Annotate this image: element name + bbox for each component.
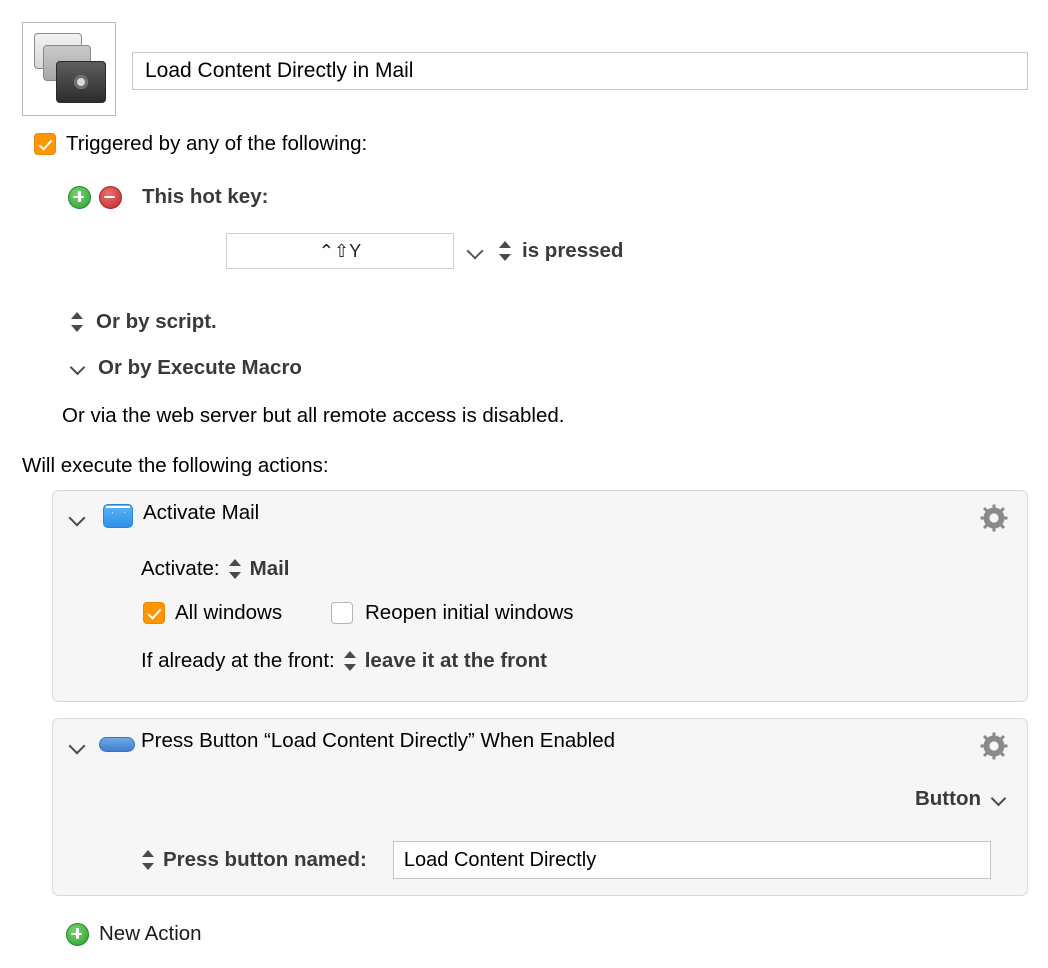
action-press-button[interactable]	[52, 718, 1028, 896]
or-by-script-row[interactable]	[70, 310, 217, 334]
or-by-execute-macro-label: Or by Execute Macro	[98, 356, 302, 379]
element-type-popup[interactable]	[915, 787, 1007, 811]
hot-key-condition-label: is pressed	[522, 239, 624, 262]
chevron-down-icon[interactable]	[70, 360, 86, 376]
activate-target-row	[141, 557, 290, 581]
button-pill-icon	[99, 737, 135, 752]
activate-target-value[interactable]: Mail	[249, 557, 290, 580]
macro-icon-window-front	[56, 61, 106, 103]
disclosure-triangle-icon[interactable]	[69, 737, 87, 755]
activate-label: Activate:	[141, 557, 220, 580]
actions-header-label: Will execute the following actions:	[22, 454, 329, 477]
press-button-name-input[interactable]	[393, 841, 991, 879]
new-action-row[interactable]	[66, 922, 202, 946]
script-stepper-icon[interactable]	[70, 311, 84, 333]
gear-icon[interactable]	[979, 503, 1009, 533]
all-windows-row[interactable]	[143, 601, 282, 625]
action-header	[53, 719, 1027, 773]
action-title: Press Button “Load Content Directly” When Enabled	[141, 729, 616, 752]
reopen-initial-windows-row[interactable]	[331, 601, 574, 625]
activate-target-stepper-icon[interactable]	[228, 558, 242, 580]
mail-app-icon	[103, 504, 133, 528]
add-trigger-button[interactable]	[68, 186, 91, 209]
remove-trigger-button[interactable]	[99, 186, 122, 209]
reopen-initial-windows-label: Reopen initial windows	[365, 601, 574, 624]
or-by-execute-macro-row[interactable]	[70, 356, 302, 380]
gear-icon[interactable]	[979, 731, 1009, 761]
all-windows-label: All windows	[175, 601, 283, 624]
add-action-button[interactable]	[66, 923, 89, 946]
all-windows-checkbox[interactable]	[143, 602, 165, 624]
action-activate-mail[interactable]	[52, 490, 1028, 702]
chevron-down-icon[interactable]	[991, 791, 1007, 807]
already-at-front-label: If already at the front:	[141, 649, 335, 672]
trigger-enabled-label: Triggered by any of the following:	[66, 132, 368, 155]
hot-key-label: This hot key:	[142, 185, 269, 208]
already-at-front-stepper-icon[interactable]	[343, 650, 357, 672]
already-at-front-value[interactable]: leave it at the front	[364, 649, 547, 672]
already-at-front-row	[141, 649, 547, 673]
press-button-named-row	[141, 841, 991, 879]
element-type-label: Button	[914, 787, 981, 810]
reopen-initial-windows-checkbox[interactable]	[331, 602, 353, 624]
action-header	[53, 491, 1027, 545]
macro-header	[22, 22, 1028, 116]
action-title: Activate Mail	[143, 501, 260, 524]
hot-key-condition-stepper-icon[interactable]	[498, 240, 512, 262]
or-by-script-label: Or by script.	[96, 310, 217, 333]
new-action-label: New Action	[99, 922, 202, 945]
hot-key-field-row	[226, 233, 623, 269]
macro-name-input[interactable]	[132, 52, 1028, 90]
hot-key-input[interactable]: ⌃⇧Y	[226, 233, 454, 269]
press-button-named-label: Press button named:	[163, 848, 367, 871]
chevron-down-icon[interactable]	[466, 242, 484, 260]
trigger-enabled-row[interactable]	[34, 132, 367, 156]
trigger-enabled-checkbox[interactable]	[34, 133, 56, 155]
hot-key-trigger-row	[68, 185, 268, 209]
macro-windows-icon[interactable]	[22, 22, 116, 116]
disclosure-triangle-icon[interactable]	[69, 509, 87, 527]
web-server-note: Or via the web server but all remote access is disabled.	[62, 404, 565, 427]
press-button-stepper-icon[interactable]	[141, 849, 155, 871]
